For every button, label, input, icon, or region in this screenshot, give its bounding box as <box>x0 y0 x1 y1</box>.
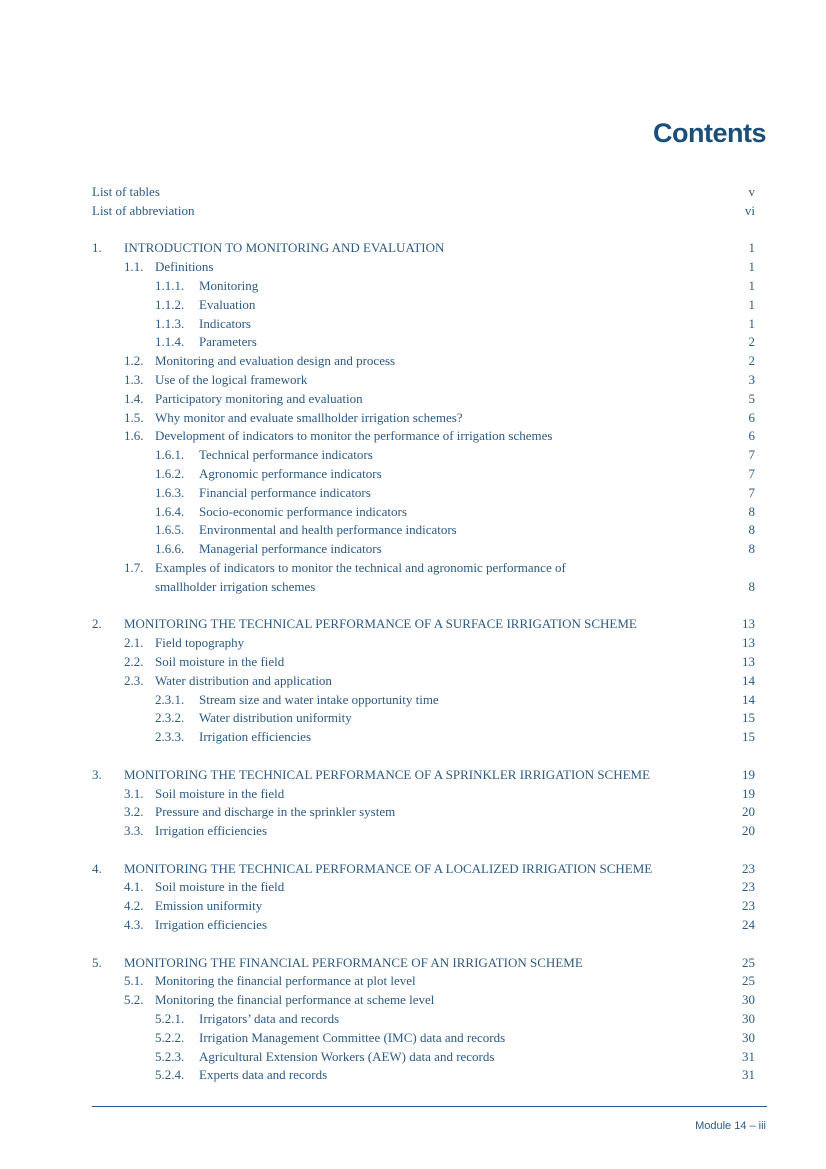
toc-entry[interactable] <box>92 521 755 540</box>
toc-entry-page: 30 <box>742 1011 755 1027</box>
toc-entry-number: 3.1. <box>124 785 144 801</box>
toc-entry-page: 30 <box>742 1029 755 1045</box>
toc-entry-page: 13 <box>742 653 755 669</box>
toc-entry-page: 5 <box>748 390 755 406</box>
toc-entry-number: 5.1. <box>124 973 144 989</box>
toc-entry-number: 5. <box>92 954 102 970</box>
toc-entry[interactable] <box>92 315 755 334</box>
toc-entry-number: 2.3.3. <box>155 729 185 745</box>
toc-entry-page: 30 <box>742 992 755 1008</box>
toc-entry-number: 2. <box>92 616 102 632</box>
toc-entry-title: List of abbreviation <box>92 202 195 218</box>
toc-entry-page: 23 <box>742 898 755 914</box>
toc-entry[interactable] <box>92 427 755 446</box>
toc-entry-title: Monitoring <box>199 277 259 293</box>
section-spacer <box>92 221 755 240</box>
toc-entry-number: 2.2. <box>124 653 144 669</box>
toc-entry-number: 3.3. <box>124 823 144 839</box>
toc-entry[interactable] <box>92 559 755 597</box>
toc-entry-title: Stream size and water intake opportunity time <box>199 691 439 707</box>
toc-entry-page: 7 <box>748 447 755 463</box>
toc-entry-page: 20 <box>742 823 755 839</box>
toc-entry-number: 3. <box>92 766 102 782</box>
toc-entry-page: v <box>748 184 755 199</box>
toc-entry-page: 1 <box>748 277 755 293</box>
toc-entry[interactable] <box>92 728 755 747</box>
toc-entry-page: 13 <box>742 616 755 632</box>
toc-entry-page: 24 <box>742 917 755 933</box>
toc-entry-page: 1 <box>748 240 755 256</box>
toc-entry-number: 5.2.2. <box>155 1029 185 1045</box>
toc-entry[interactable] <box>92 409 755 428</box>
toc-entry[interactable] <box>92 785 755 804</box>
toc-entry-title: Irrigation efficiencies <box>155 917 268 933</box>
toc-entry-title: MONITORING THE TECHNICAL PERFORMANCE OF A SURFACE IRRIGATION SCHEME <box>124 616 637 632</box>
toc-entry-page: 25 <box>742 973 755 989</box>
toc-entry-page: vi <box>744 202 755 218</box>
toc-entry-number: 3.2. <box>124 804 144 820</box>
toc-entry-page: 7 <box>748 484 755 500</box>
toc-entry-page: 3 <box>748 371 755 387</box>
toc-entry[interactable] <box>92 653 755 672</box>
toc-entry-title: Socio-economic performance indicators <box>199 503 407 519</box>
section-spacer <box>92 597 755 616</box>
toc-entry-title: Agricultural Extension Workers (AEW) data and records <box>199 1048 495 1064</box>
page-title: Contents <box>653 118 766 148</box>
toc-entry[interactable] <box>92 691 755 710</box>
toc-entry[interactable] <box>92 954 755 973</box>
toc-entry-title: INTRODUCTION TO MONITORING AND EVALUATION <box>124 240 445 256</box>
toc-entry-title: Monitoring the financial performance at plot level <box>155 973 416 989</box>
toc-entry[interactable] <box>92 916 755 935</box>
toc-entry-number: 1.4. <box>124 390 144 406</box>
toc-entry-title: Monitoring the financial performance at scheme level <box>155 992 435 1008</box>
toc-entry-page: 8 <box>748 522 755 538</box>
toc-entry-title: Development of indicators to monitor the performance of irrigation schemes <box>155 428 553 444</box>
toc-entry-number: 1.2. <box>124 353 144 369</box>
toc-entry-page: 14 <box>742 672 755 688</box>
section-spacer <box>92 747 755 766</box>
toc-entry-title: Financial performance indicators <box>199 484 371 500</box>
toc-entry-title: Managerial performance indicators <box>199 541 382 557</box>
toc-entry-title: Irrigators’ data and records <box>199 1011 340 1027</box>
toc-entry-page: 2 <box>748 353 755 369</box>
toc-entry-number: 4.2. <box>124 898 144 914</box>
toc-entry-number: 4.3. <box>124 917 144 933</box>
toc-entry-number: 1.7. <box>124 559 144 575</box>
toc-entry[interactable] <box>92 1010 755 1029</box>
toc-entry[interactable] <box>92 503 755 522</box>
toc-entry-title: Parameters <box>199 334 257 350</box>
toc-entry-page: 15 <box>742 729 755 745</box>
page-footer: Module 14 – iii <box>695 1120 766 1132</box>
toc-entry[interactable] <box>92 615 755 634</box>
toc-entry-title: List of tables <box>92 184 160 199</box>
toc-entry-page: 19 <box>742 766 755 782</box>
toc-entry[interactable] <box>92 1066 755 1085</box>
toc-entry[interactable] <box>92 296 755 315</box>
toc-entry-page: 8 <box>748 503 755 519</box>
toc-entry-title: Why monitor and evaluate smallholder irrigation schemes? <box>155 409 463 425</box>
toc-entry-page: 31 <box>742 1048 755 1064</box>
toc-entry-title: Technical performance indicators <box>199 447 373 463</box>
toc-entry-title: Participatory monitoring and evaluation <box>155 390 363 406</box>
toc-entry-title: Monitoring and evaluation design and process <box>155 353 396 369</box>
toc-entry[interactable] <box>92 390 755 409</box>
toc-entry[interactable] <box>92 860 755 879</box>
toc-entry-number: 1.1.2. <box>155 296 185 312</box>
toc-entry-number: 1.6.3. <box>155 484 185 500</box>
toc-entry-number: 2.1. <box>124 635 144 651</box>
toc-entry-page: 6 <box>748 409 755 425</box>
toc-entry[interactable] <box>92 352 755 371</box>
toc-entry[interactable] <box>92 897 755 916</box>
toc-entry-number: 2.3.2. <box>155 710 185 726</box>
toc-entry-title: Soil moisture in the field <box>155 653 285 669</box>
toc-entry-title: Soil moisture in the field <box>155 785 285 801</box>
toc-entry[interactable] <box>92 878 755 897</box>
toc-entry[interactable] <box>92 540 755 559</box>
toc-entry[interactable] <box>92 803 755 822</box>
toc-entry[interactable] <box>92 822 755 841</box>
toc-entry-number: 1.6.2. <box>155 465 185 481</box>
toc-entry-page: 8 <box>748 541 755 557</box>
footer-divider <box>92 1106 767 1107</box>
toc-entry-page: 20 <box>742 804 755 820</box>
toc-entry[interactable] <box>92 766 755 785</box>
toc-entry-number: 2.3. <box>124 672 144 688</box>
toc-entry-page: 1 <box>748 259 755 275</box>
toc-entry-title: MONITORING THE TECHNICAL PERFORMANCE OF A LOCALIZED IRRIGATION SCHEME <box>124 860 653 876</box>
toc-entry-number: 2.3.1. <box>155 691 185 707</box>
toc-entry[interactable] <box>92 333 755 352</box>
toc-entry-number: 1.6.4. <box>155 503 185 519</box>
toc-entry-number: 1.1.1. <box>155 277 185 293</box>
toc-entry[interactable] <box>92 991 755 1010</box>
toc-entry-title: Evaluation <box>199 296 256 312</box>
toc-entry-number: 5.2.4. <box>155 1067 185 1083</box>
section-spacer <box>92 841 755 860</box>
toc-entry-number: 1.1. <box>124 259 144 275</box>
toc-entry-number: 1.6. <box>124 428 144 444</box>
toc-entry-number: 5.2.3. <box>155 1048 185 1064</box>
toc-entry-page: 15 <box>742 710 755 726</box>
toc-entry-number: 1.3. <box>124 371 144 387</box>
toc-entry-title: MONITORING THE FINANCIAL PERFORMANCE OF AN IRRIGATION SCHEME <box>124 954 583 970</box>
toc-entry[interactable] <box>92 258 755 277</box>
toc-entry-number: 1. <box>92 240 102 256</box>
toc-entry-title: Irrigation efficiencies <box>155 823 268 839</box>
toc-entry[interactable] <box>92 202 755 221</box>
toc-entry-page: 13 <box>742 635 755 651</box>
toc-entry-number: 4. <box>92 860 102 876</box>
toc-entry-title: Emission uniformity <box>155 898 263 914</box>
toc-entry[interactable] <box>92 634 755 653</box>
toc-entry-page: 25 <box>742 954 755 970</box>
toc-entry-title: Irrigation Management Committee (IMC) data and records <box>199 1029 506 1045</box>
toc-entry-title: Soil moisture in the field <box>155 879 285 895</box>
toc-entry-title: Agronomic performance indicators <box>199 465 382 481</box>
toc-entry-page: 1 <box>748 315 755 331</box>
toc-entry-title: Irrigation efficiencies <box>199 729 312 745</box>
section-spacer <box>92 935 755 954</box>
toc-entry-title: Field topography <box>155 635 245 651</box>
toc-entry-page: 23 <box>742 879 755 895</box>
toc-entry-number: 1.6.1. <box>155 447 185 463</box>
toc-entry[interactable] <box>92 183 755 202</box>
toc-entry-page: 19 <box>742 785 755 801</box>
toc-entry-title: Experts data and records <box>199 1067 328 1083</box>
toc-entry-title: Water distribution uniformity <box>199 710 352 726</box>
toc-entry[interactable] <box>92 277 755 296</box>
toc-entry-title: Water distribution and application <box>155 672 332 688</box>
toc-entry[interactable] <box>92 484 755 503</box>
toc-entry-page: 7 <box>748 465 755 481</box>
toc-entry-title: Use of the logical framework <box>155 371 308 387</box>
toc-entry[interactable] <box>92 1048 755 1067</box>
toc-entry[interactable] <box>92 371 755 390</box>
toc-entry-number: 1.6.5. <box>155 522 185 538</box>
toc-entry-page: 6 <box>748 428 755 444</box>
toc-entry-number: 1.6.6. <box>155 541 185 557</box>
toc-entry-title: Indicators <box>199 315 251 331</box>
toc-entry-page: 2 <box>748 334 755 350</box>
toc-entry-number: 5.2.1. <box>155 1011 185 1027</box>
toc-entry[interactable] <box>92 239 755 258</box>
toc-entry-page: 31 <box>742 1067 755 1083</box>
toc-entry-page: 1 <box>748 296 755 312</box>
toc-entry-number: 4.1. <box>124 879 144 895</box>
toc-entry-title: Environmental and health performance indicators <box>199 522 457 538</box>
toc-entry-page: 23 <box>742 860 755 876</box>
toc-entry[interactable] <box>92 446 755 465</box>
toc-entry[interactable] <box>92 709 755 728</box>
toc-entry-title: Pressure and discharge in the sprinkler system <box>155 804 396 820</box>
toc-entry[interactable] <box>92 972 755 991</box>
table-of-contents <box>92 183 755 1085</box>
toc-entry-page: 14 <box>742 691 755 707</box>
toc-entry-number: 5.2. <box>124 992 144 1008</box>
toc-entry[interactable] <box>92 672 755 691</box>
toc-entry-title: Definitions <box>155 259 214 275</box>
toc-entry-title: MONITORING THE TECHNICAL PERFORMANCE OF A SPRINKLER IRRIGATION SCHEME <box>124 766 651 782</box>
toc-entry[interactable] <box>92 1029 755 1048</box>
toc-entry-number: 1.1.4. <box>155 334 185 350</box>
toc-entry-number: 1.1.3. <box>155 315 185 331</box>
toc-entry-page: 8 <box>748 578 755 594</box>
toc-entry-title: Examples of indicators to monitor the technical and agronomic performance of smallholder irrigation schemes <box>155 559 566 594</box>
toc-entry[interactable] <box>92 465 755 484</box>
toc-entry-number: 1.5. <box>124 409 144 425</box>
